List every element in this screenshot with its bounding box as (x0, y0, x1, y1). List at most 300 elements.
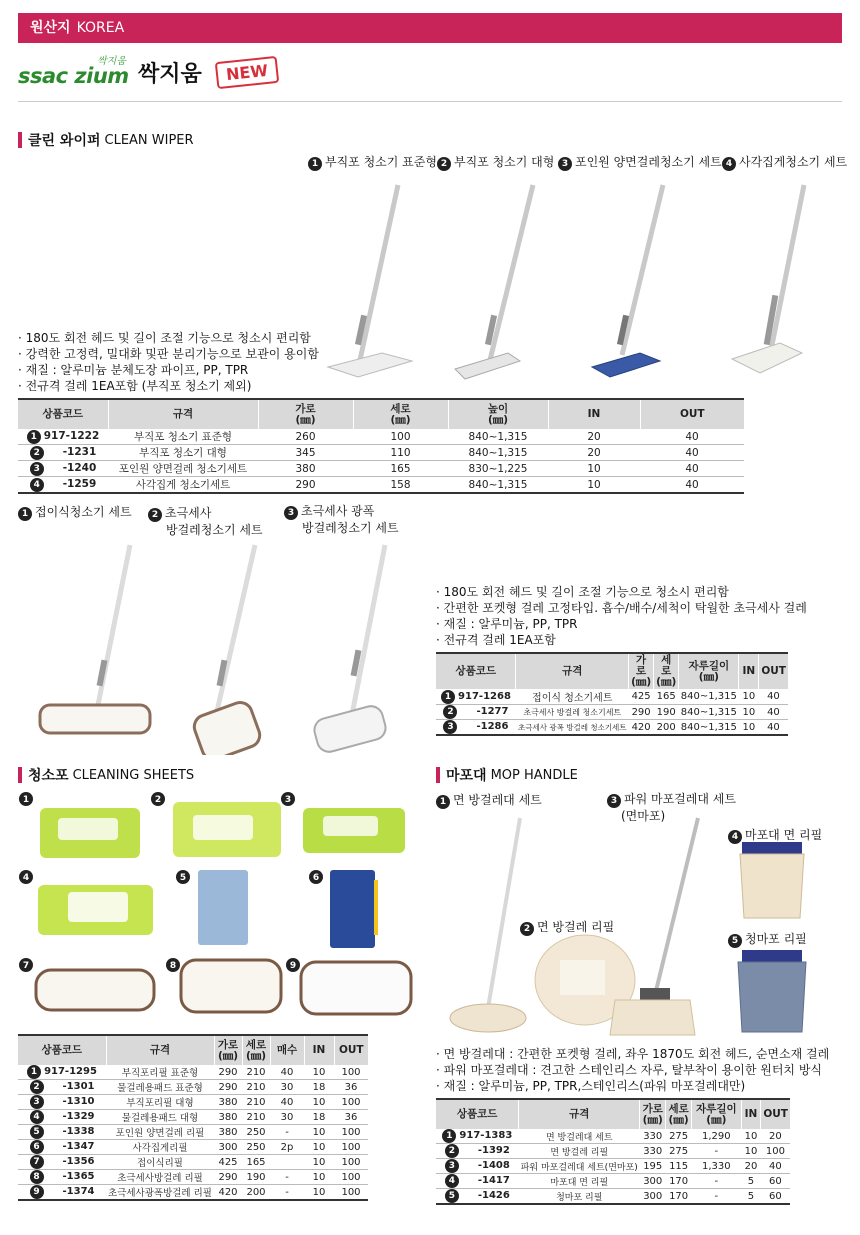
cell: 425 (214, 1155, 242, 1170)
cell: 부직포 청소기 표준형 (108, 429, 258, 445)
product-name: 사각집게청소기 세트 (739, 155, 848, 169)
cell: 275 (666, 1129, 692, 1144)
badge-8: 8 (169, 961, 177, 971)
badge-7: 7 (22, 961, 30, 971)
col-out: OUT (761, 1099, 790, 1129)
brand-logo (18, 52, 130, 92)
cell: 210 (242, 1095, 270, 1110)
cell: 포인원 양면걸레 리필 (106, 1125, 214, 1140)
th-unit: (㎜) (295, 413, 316, 426)
product-name: 파워 마포걸레대 세트 (624, 792, 736, 806)
cell: 20 (548, 429, 640, 445)
origin-country: KOREA (76, 20, 125, 36)
col-spec: 규격 (106, 1035, 214, 1065)
section-title-cleaning-sheets (18, 765, 194, 785)
cell (18, 1185, 106, 1201)
cell: 사각집게리필 (106, 1140, 214, 1155)
feature-item: · 강력한 고정력, 밀대화 및판 분리기능으로 보관이 용이함 (18, 346, 319, 362)
feature-item: · 180도 회전 헤드 및 길이 조절 기능으로 청소시 편리함 (18, 330, 319, 346)
section-marker (18, 132, 22, 148)
cell: 210 (242, 1080, 270, 1095)
cell (436, 1129, 519, 1144)
cell: 290 (214, 1080, 242, 1095)
cell: 190 (654, 705, 679, 720)
cell: 30 (270, 1110, 304, 1125)
table-row (18, 1110, 368, 1125)
cell: 170 (666, 1174, 692, 1189)
cell (436, 1174, 519, 1189)
header-divider (18, 101, 842, 102)
number-badge: 2 (443, 705, 457, 719)
col-length (679, 653, 739, 689)
feature-item: · 간편한 포켓형 걸레 고정타입. 흡수/배수/세척이 탁월한 초극세사 걸레 (436, 600, 807, 616)
badge-5: 5 (179, 873, 187, 883)
th-label: 세로 (390, 402, 411, 415)
cell: 425 (629, 689, 654, 705)
new-badge: NEW (215, 55, 279, 88)
col-depth (654, 653, 679, 689)
col-depth (666, 1099, 692, 1129)
cell: 100 (334, 1170, 368, 1185)
product-name: 포인원 양면걸레청소기 세트 (575, 155, 722, 169)
mop-image-3 (312, 545, 388, 754)
blue-mop-refill-image (738, 950, 806, 1032)
table-row (18, 477, 744, 494)
th-unit: (㎜) (642, 1113, 663, 1126)
cell: 40 (759, 689, 788, 705)
cell: 100 (761, 1144, 790, 1159)
cell: 10 (739, 705, 759, 720)
cell: 마포대 면 리필 (519, 1174, 640, 1189)
cell-code: 917-1383 (459, 1130, 513, 1141)
brand-logo-text: ssac zium (18, 64, 129, 88)
cell: 18 (304, 1080, 334, 1095)
clean-wiper-table (18, 398, 744, 494)
th-label: 자루길이 (688, 659, 730, 672)
cell-code: -1286 (476, 721, 509, 732)
mop-image-1 (40, 545, 150, 733)
col-width (629, 653, 654, 689)
refill-pad-6 (330, 870, 375, 948)
cell: 10 (304, 1095, 334, 1110)
cell (18, 1080, 106, 1095)
col-out: OUT (640, 399, 744, 429)
cell-code: -1301 (62, 1081, 95, 1092)
cell: 380 (214, 1095, 242, 1110)
feature-item: · 파워 마포걸레대 : 견고한 스테인리스 자루, 탈부착이 용이한 원터치 방식 (436, 1062, 829, 1078)
th-unit: (㎜) (390, 413, 411, 426)
cell: 부직포리필 표준형 (106, 1065, 214, 1080)
table-row (18, 445, 744, 461)
cell: 10 (304, 1065, 334, 1080)
cell: 초극세사광폭방걸레 리필 (106, 1185, 214, 1201)
cotton-mop-set-image (450, 818, 526, 1032)
origin-label: 원산지 (30, 20, 71, 36)
cell: 20 (548, 445, 640, 461)
wiper-image-1 (328, 185, 412, 377)
table-row (18, 1185, 368, 1201)
table-row (18, 1095, 368, 1110)
badge-1: 1 (22, 795, 30, 805)
cell: 접이식 청소기세트 (516, 689, 629, 705)
col-out: OUT (334, 1035, 368, 1065)
col-code: 상품코드 (436, 653, 516, 689)
product-name: 부직포 청소기 대형 (454, 155, 555, 169)
table-row (436, 720, 788, 736)
col-width (640, 1099, 666, 1129)
cell: 100 (334, 1095, 368, 1110)
badge-2: 2 (154, 795, 162, 805)
cell: 380 (258, 461, 353, 477)
product-name: 면 방걸레 리필 (537, 920, 615, 934)
clean-wiper-features (18, 330, 319, 394)
cell: 18 (304, 1110, 334, 1125)
number-badge: 4 (728, 830, 742, 844)
cell: 345 (258, 445, 353, 461)
feature-item: · 재질 : 알루미늄 분체도장 파이프, PP, TPR (18, 362, 319, 378)
table-header (436, 653, 788, 689)
number-badge: 2 (445, 1144, 459, 1158)
mop-label-2 (148, 505, 263, 538)
cell-code: 917-1268 (458, 690, 511, 702)
brand-logo-small: 싹지움 (97, 56, 126, 67)
th-unit: (㎜) (217, 1049, 239, 1062)
product-name: 청마포 리필 (745, 932, 807, 946)
number-badge: 6 (30, 1140, 44, 1154)
table-row (18, 429, 744, 445)
cell-code: -1329 (62, 1111, 95, 1122)
table-row (18, 1080, 368, 1095)
cell: 380 (214, 1125, 242, 1140)
th-label: 가로 (642, 1102, 663, 1115)
cell: 115 (666, 1159, 692, 1174)
cell: 물걸레용패드 대형 (106, 1110, 214, 1125)
sheet-images (18, 790, 418, 1025)
feature-item: · 재질 : 알루미늄, PP, TPR,스테인리스(파워 마포걸레대만) (436, 1078, 829, 1094)
cell: 195 (640, 1159, 666, 1174)
number-badge: 1 (27, 1065, 41, 1079)
refill-pad-9 (301, 962, 411, 1014)
mop-handle-images (440, 810, 840, 1040)
cell-code: -1365 (62, 1171, 95, 1182)
wiper-images (320, 175, 820, 395)
badge-9: 9 (289, 961, 297, 971)
cell: 40 (759, 720, 788, 736)
cell: 30 (270, 1080, 304, 1095)
cell: 포인원 양면걸레 청소기세트 (108, 461, 258, 477)
cell: - (270, 1185, 304, 1201)
cell-code: -1259 (62, 477, 97, 490)
cell: 10 (741, 1129, 761, 1144)
col-code: 상품코드 (18, 1035, 106, 1065)
cell: - (270, 1125, 304, 1140)
product-name: 초극세사 광폭 (301, 504, 375, 518)
cell: 300 (640, 1189, 666, 1205)
refill-pad-8 (181, 960, 281, 1012)
th-unit: (㎜) (245, 1049, 267, 1062)
cell: 5 (741, 1189, 761, 1205)
cell: 물걸레용패드 표준형 (106, 1080, 214, 1095)
cell: 290 (258, 477, 353, 494)
cell: 부직포리필 대형 (106, 1095, 214, 1110)
cell: 10 (739, 720, 759, 736)
cell: 40 (270, 1065, 304, 1080)
product-label-3 (558, 153, 722, 171)
cell: 40 (640, 445, 744, 461)
cell: 100 (353, 429, 448, 445)
cell: 260 (258, 429, 353, 445)
number-badge: 5 (30, 1125, 44, 1139)
cell: 2p (270, 1140, 304, 1155)
cell (270, 1155, 304, 1170)
cell: 1,330 (692, 1159, 742, 1174)
cell: - (692, 1189, 742, 1205)
cell-code: -1374 (62, 1186, 95, 1197)
cell-code: -1277 (476, 706, 509, 717)
table-row (436, 1189, 790, 1205)
cell (18, 445, 108, 461)
cell (18, 429, 108, 445)
cell-code: -1417 (477, 1175, 510, 1186)
th-unit: (㎜) (631, 676, 652, 688)
feature-item: · 면 방걸레대 : 간편한 포켓형 걸레, 좌우 1870도 회전 헤드, 순면소재 걸레 (436, 1046, 829, 1062)
feature-item: · 재질 : 알루미늄, PP, TPR (436, 616, 807, 632)
mop-set-table (436, 652, 788, 736)
cell: 165 (242, 1155, 270, 1170)
col-width (214, 1035, 242, 1065)
table-row (18, 1155, 368, 1170)
brand-name: 싹지움 (138, 61, 202, 87)
cell: 290 (214, 1170, 242, 1185)
product-name: 부직포 청소기 표준형 (325, 155, 437, 169)
number-badge: 3 (607, 794, 621, 808)
cell: 40 (640, 429, 744, 445)
cell: 190 (242, 1170, 270, 1185)
wiper-image-3 (592, 185, 663, 377)
number-badge: 4 (722, 157, 736, 171)
cell (436, 705, 516, 720)
cell (18, 1140, 106, 1155)
cell: 부직포 청소기 대형 (108, 445, 258, 461)
col-code: 상품코드 (18, 399, 108, 429)
cell: 250 (242, 1125, 270, 1140)
table-row (18, 1125, 368, 1140)
cell (18, 477, 108, 494)
cell (436, 1159, 519, 1174)
cell: 100 (334, 1140, 368, 1155)
wiper-image-2 (455, 185, 533, 379)
cell: 사각집게 청소기세트 (108, 477, 258, 494)
section-marker (18, 767, 22, 783)
cell: 210 (242, 1110, 270, 1125)
cell: 10 (304, 1185, 334, 1201)
cell: 250 (242, 1140, 270, 1155)
number-badge: 9 (30, 1185, 44, 1199)
th-label: 가로 (636, 654, 647, 677)
table-header (18, 399, 744, 429)
cell-code: 917-1295 (44, 1066, 97, 1077)
col-width (258, 399, 353, 429)
cell: 5 (741, 1174, 761, 1189)
cell: 830~1,225 (448, 461, 548, 477)
cell-code: -1356 (62, 1156, 95, 1167)
table-row (436, 1129, 790, 1144)
number-badge: 4 (30, 1110, 44, 1124)
product-name-line2: 방걸레청소기 세트 (166, 523, 263, 537)
col-length (692, 1099, 742, 1129)
section-marker (436, 767, 440, 783)
cell: 면 방걸레대 세트 (519, 1129, 640, 1144)
number-badge: 1 (441, 690, 455, 704)
col-spec: 규격 (108, 399, 258, 429)
th-label: 가로 (295, 402, 316, 415)
cell: 840~1,315 (680, 706, 737, 718)
cell: 초극세사 광폭 방걸레 청소기세트 (516, 720, 629, 736)
cell: 840~1,315 (448, 429, 548, 445)
product-name: 면 방걸레대 세트 (453, 793, 542, 807)
cell: 158 (353, 477, 448, 494)
cell: 60 (761, 1189, 790, 1205)
feature-item: · 180도 회전 헤드 및 길이 조절 기능으로 청소시 편리함 (436, 584, 807, 600)
product-name-line2: (면마포) (621, 809, 666, 823)
mop-label-1 (18, 503, 132, 521)
number-badge: 8 (30, 1170, 44, 1184)
cell: 840~1,315 (448, 477, 548, 494)
section-title-en: CLEANING SHEETS (72, 767, 195, 783)
section-title-ko: 마포대 (446, 768, 487, 784)
number-badge: 3 (30, 462, 44, 476)
cell: 접이식리필 (106, 1155, 214, 1170)
cell: 36 (334, 1110, 368, 1125)
number-badge: 2 (520, 922, 534, 936)
cell-code: -1240 (62, 461, 97, 474)
mop-handle-table (436, 1098, 790, 1205)
cell-code: -1408 (477, 1160, 510, 1171)
table-row (18, 1140, 368, 1155)
refill-pad-7 (36, 970, 154, 1010)
cell: 100 (334, 1065, 368, 1080)
cell: 290 (629, 705, 654, 720)
section-title-mop-handle (436, 765, 578, 785)
feature-item: · 전규격 걸레 1EA포함 (436, 632, 807, 648)
refill-pad-5 (198, 870, 248, 945)
product-name-line2: 방걸레청소기 세트 (302, 521, 399, 535)
cell: 면 방걸레 리필 (519, 1144, 640, 1159)
th-label: 가로 (217, 1038, 239, 1051)
th-label: 세로 (661, 654, 672, 677)
cell: 100 (334, 1185, 368, 1201)
table-row (436, 689, 788, 705)
col-in: IN (739, 653, 759, 689)
cell: 200 (242, 1185, 270, 1201)
cell: 10 (548, 461, 640, 477)
cell: 10 (304, 1155, 334, 1170)
number-badge: 2 (30, 1080, 44, 1094)
col-spec: 규격 (519, 1099, 640, 1129)
cell: 청마포 리필 (519, 1189, 640, 1205)
cell: 40 (759, 705, 788, 720)
mop-set-images (25, 540, 425, 755)
cell: 840~1,315 (448, 445, 548, 461)
cell (18, 1170, 106, 1185)
product-name: 초극세사 (165, 506, 212, 520)
number-badge: 4 (30, 478, 44, 492)
col-in: IN (548, 399, 640, 429)
col-depth (353, 399, 448, 429)
cell: 165 (654, 689, 679, 705)
cell: 300 (640, 1174, 666, 1189)
cell: 420 (629, 720, 654, 736)
cell: 100 (334, 1155, 368, 1170)
badge-3: 3 (284, 795, 292, 805)
cell: 210 (242, 1065, 270, 1080)
number-badge: 2 (30, 446, 44, 460)
cell: 40 (761, 1159, 790, 1174)
section-title-en: MOP HANDLE (490, 767, 578, 783)
table-header (18, 1035, 368, 1065)
th-label: 높이 (487, 402, 509, 415)
mop-image-2 (191, 545, 263, 755)
cell: 840~1,315 (679, 689, 739, 705)
col-spec: 규격 (516, 653, 629, 689)
cell-code: -1310 (62, 1096, 95, 1107)
cell: 파워 마포걸레대 세트(면마포) (519, 1159, 640, 1174)
number-badge: 7 (30, 1155, 44, 1169)
mop-handle-label-1 (436, 791, 542, 809)
product-label-2 (437, 153, 554, 171)
cell: 420 (214, 1185, 242, 1201)
number-badge: 3 (445, 1159, 459, 1173)
cell: 10 (304, 1140, 334, 1155)
cell: 10 (739, 689, 759, 705)
cell (18, 1065, 106, 1080)
cell: - (692, 1144, 742, 1159)
cell: 10 (741, 1144, 761, 1159)
sheets-table (18, 1034, 368, 1201)
section-title-ko: 청소포 (28, 768, 69, 784)
th-unit: (㎜) (668, 1113, 689, 1126)
cell: 275 (666, 1144, 692, 1159)
cell: 380 (214, 1110, 242, 1125)
number-badge: 1 (18, 507, 32, 521)
number-badge: 1 (442, 1129, 456, 1143)
cell: 330 (640, 1129, 666, 1144)
number-badge: 3 (30, 1095, 44, 1109)
cell-code: -1338 (62, 1126, 95, 1137)
cell: - (270, 1170, 304, 1185)
cell: 초극세사방걸레 리필 (106, 1170, 214, 1185)
brand-header (18, 52, 278, 92)
number-badge: 2 (437, 157, 451, 171)
product-name: 마포대 면 리필 (745, 828, 823, 842)
cell (436, 1189, 519, 1205)
cell: 초극세사 방걸레 청소기세트 (516, 705, 629, 720)
cell: 40 (640, 461, 744, 477)
table-row (18, 461, 744, 477)
table-row (436, 1159, 790, 1174)
badge-4: 4 (22, 873, 30, 883)
col-code: 상품코드 (436, 1099, 519, 1129)
number-badge: 2 (148, 508, 162, 522)
product-name: 접이식청소기 세트 (35, 505, 132, 519)
table-row (436, 1144, 790, 1159)
cell (18, 1095, 106, 1110)
table-header (436, 1099, 790, 1129)
cell: 10 (304, 1170, 334, 1185)
cell: 10 (548, 477, 640, 494)
cell: 330 (640, 1144, 666, 1159)
col-out: OUT (759, 653, 788, 689)
